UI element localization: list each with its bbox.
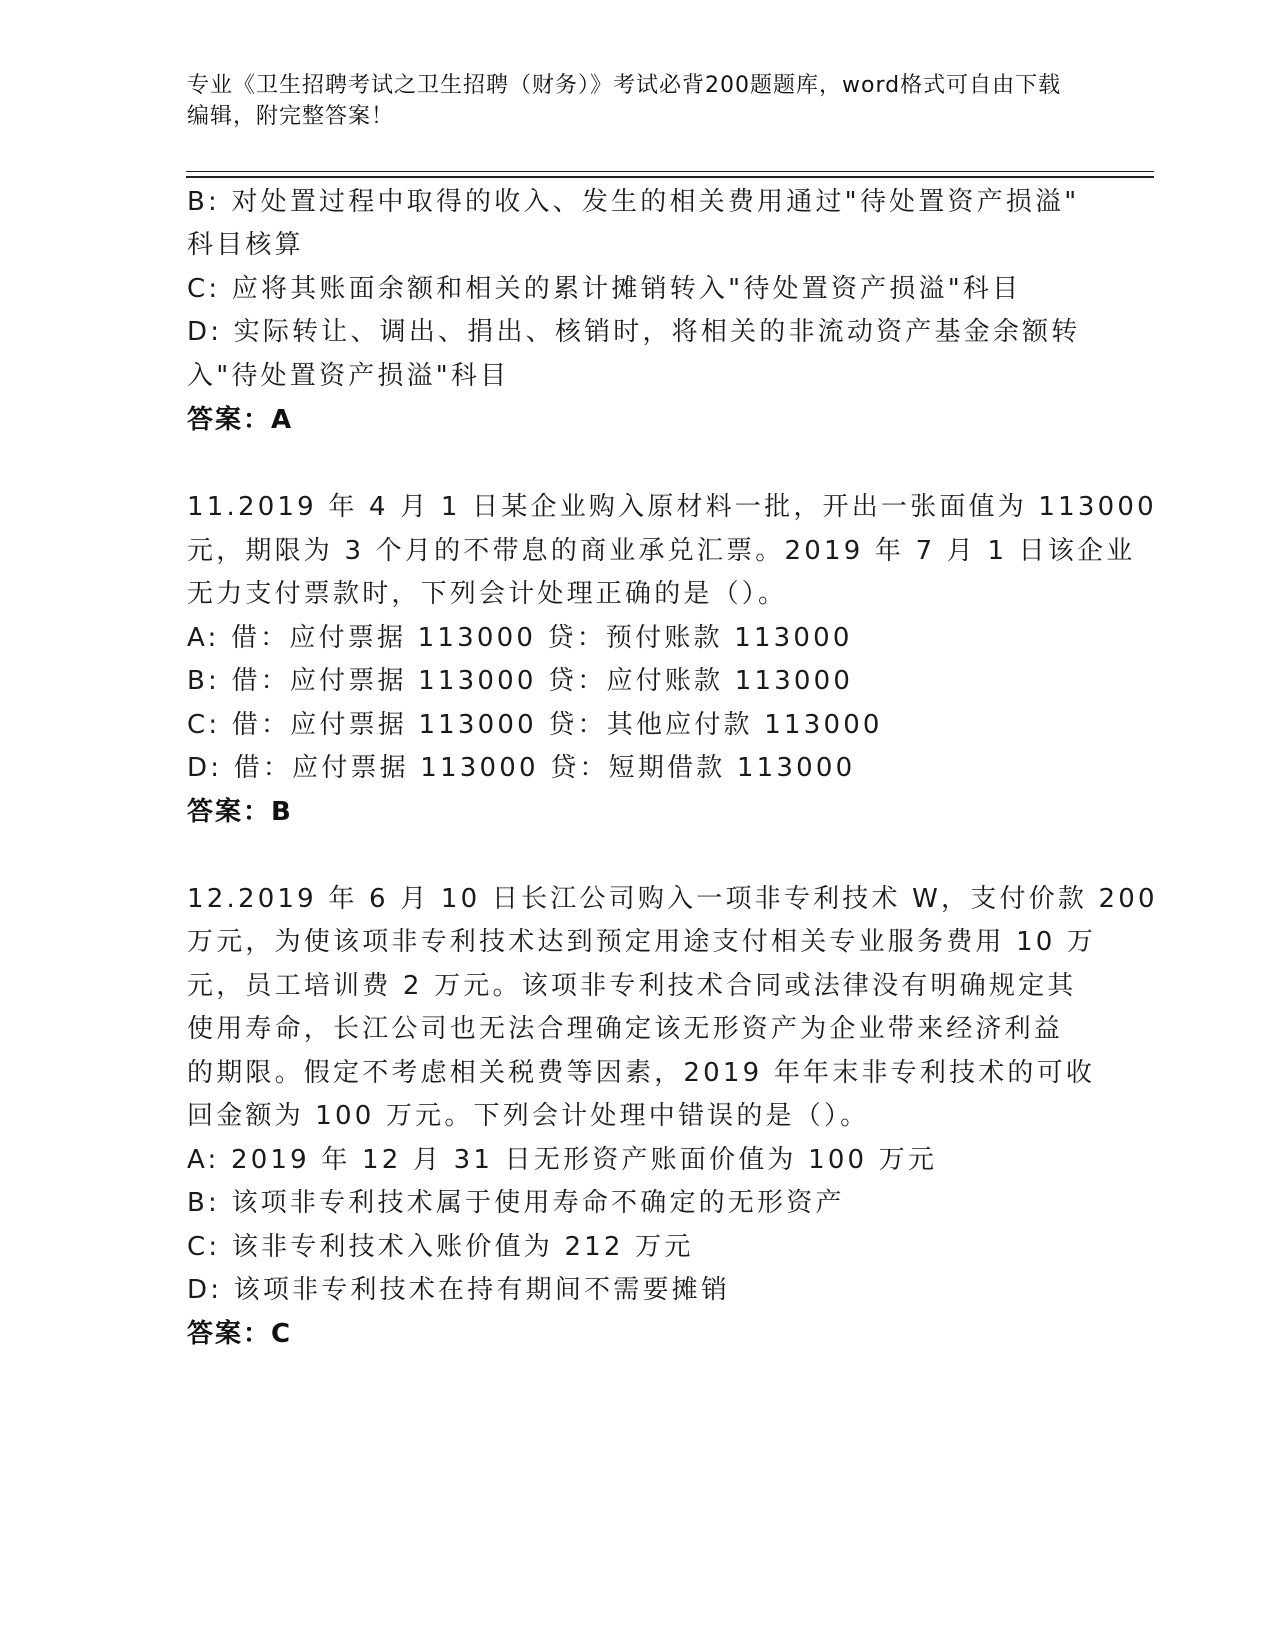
question-12-option-d: D: 该项非专利技术在持有期间不需要摊销 — [187, 1275, 731, 1305]
header-divider-thin — [186, 171, 1154, 172]
question-12-stem: 元，员工培训费 2 万元。该项非专利技术合同或法律没有明确规定其 — [187, 971, 1077, 1001]
option-line: B: 对处置过程中取得的收入、发生的相关费用通过"待处置资产损溢" — [187, 187, 1080, 217]
question-11-stem: 元，期限为 3 个月的不带息的商业承兑汇票。2019 年 7 月 1 日该企业 — [187, 536, 1136, 566]
question-11-option-c: C: 借：应付票据 113000 贷：其他应付款 113000 — [187, 710, 883, 740]
question-12-stem: 的期限。假定不考虑相关税费等因素，2019 年年末非专利技术的可收 — [187, 1058, 1096, 1088]
question-12-stem: 使用寿命，长江公司也无法合理确定该无形资产为企业带来经济利益 — [187, 1014, 1064, 1044]
question-12-stem: 12.2019 年 6 月 10 日长江公司购入一项非专利技术 W，支付价款 200 — [187, 884, 1158, 914]
option-line: C: 应将其账面余额和相关的累计摊销转入"待处置资产损溢"科目 — [187, 274, 1022, 304]
question-11-stem: 11.2019 年 4 月 1 日某企业购入原材料一批，开出一张面值为 113000 — [187, 492, 1157, 522]
question-11-stem: 无力支付票款时，下列会计处理正确的是（）。 — [187, 579, 788, 609]
option-line: D: 实际转让、调出、捐出、核销时，将相关的非流动资产基金余额转 — [187, 317, 1081, 347]
question-12-option-c: C: 该非专利技术入账价值为 212 万元 — [187, 1232, 694, 1262]
question-12-option-b: B: 该项非专利技术属于使用寿命不确定的无形资产 — [187, 1188, 845, 1218]
question-12-stem: 万元，为使该项非专利技术达到预定用途支付相关专业服务费用 10 万 — [187, 927, 1097, 957]
question-12-answer: 答案：C — [187, 1319, 293, 1349]
question-11-option-b: B: 借：应付票据 113000 贷：应付账款 113000 — [187, 666, 854, 696]
answer-label: 答案：A — [187, 405, 294, 435]
option-line: 科目核算 — [187, 230, 304, 260]
question-12-stem: 回金额为 100 万元。下列会计处理中错误的是（）。 — [187, 1101, 870, 1131]
header-divider-thick — [186, 176, 1154, 178]
option-line: 入"待处置资产损溢"科目 — [187, 361, 510, 391]
question-11-answer: 答案：B — [187, 797, 293, 827]
document-header: 专业《卫生招聘考试之卫生招聘（财务）》考试必背200题题库，word格式可自由下载编辑，附完整答案！ — [187, 73, 1062, 129]
question-11-option-d: D: 借：应付票据 113000 贷：短期借款 113000 — [187, 753, 856, 783]
question-11-option-a: A: 借：应付票据 113000 贷：预付账款 113000 — [187, 623, 853, 653]
question-12-option-a: A: 2019 年 12 月 31 日无形资产账面价值为 100 万元 — [187, 1145, 938, 1175]
